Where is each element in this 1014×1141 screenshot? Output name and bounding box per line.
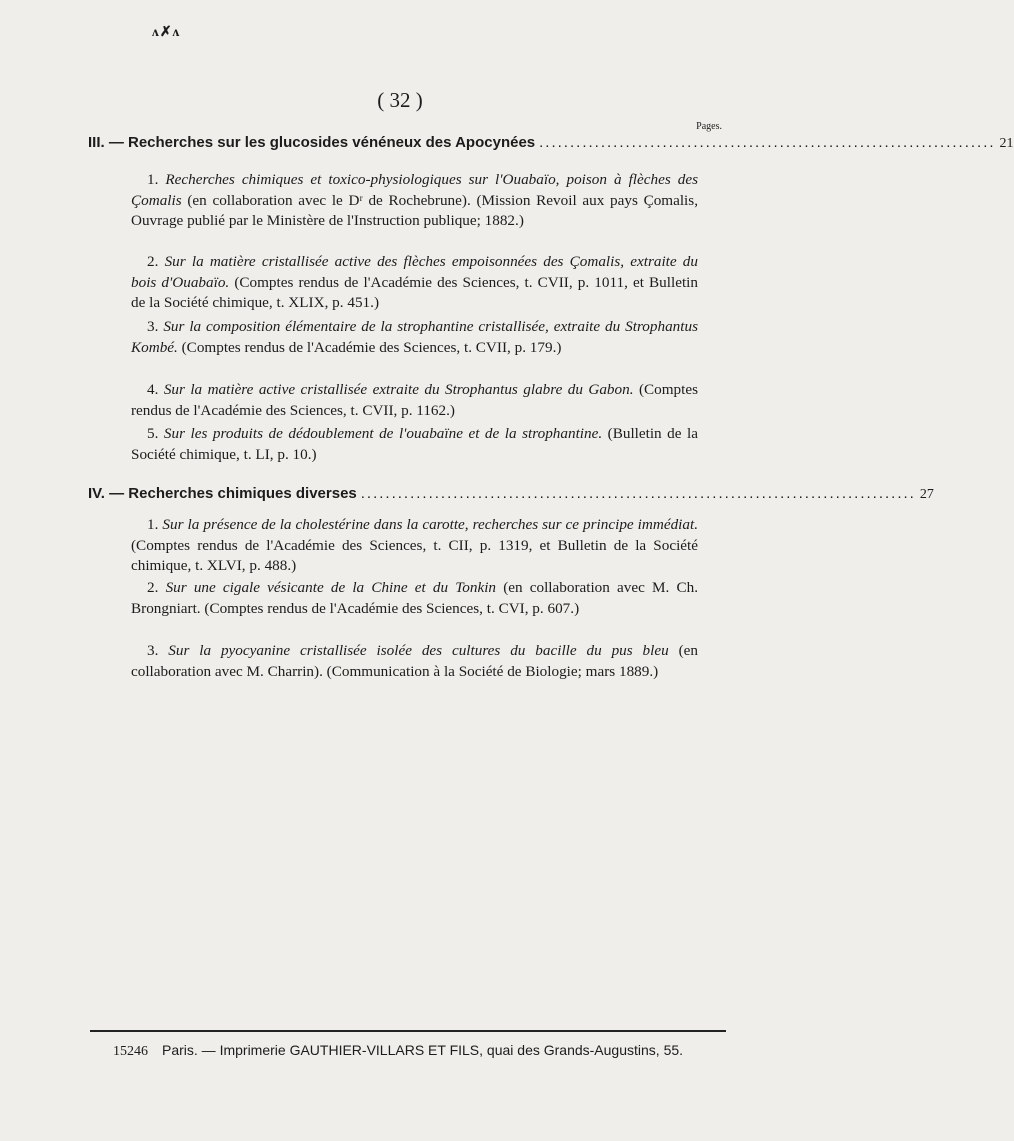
entry-number: 2. xyxy=(147,579,159,596)
entry-title: Sur la présence de la cholestérine dans la carotte, recherches sur ce principe immédiat. xyxy=(162,516,699,533)
page-number: ( 32 ) xyxy=(377,88,423,112)
entry-iii-5 xyxy=(131,424,698,465)
printer-imprint xyxy=(113,1042,693,1060)
entry-citation: (Comptes rendus de l'Académie des Sciences, t. CVII, p. 179.) xyxy=(177,338,562,356)
entry-citation: (en collaboration avec M. Charrin). (Communication à la Société de Biologie; mars 1889.) xyxy=(131,642,698,680)
entry-number: 4. xyxy=(147,381,159,398)
section-heading-iv xyxy=(88,485,934,503)
section-title: IV. — Recherches chimiques diverses xyxy=(88,485,357,502)
pages-column-label: Pages. xyxy=(696,121,722,132)
imprint-text: Paris. — Imprimerie GAUTHIER-VILLARS ET FILS, quai des Grands-Augustins, 55. xyxy=(162,1042,684,1058)
entry-title: Sur la matière cristallisée active des flèches empoisonnées des Çomalis, extraite du bois d'Ouabaïo. xyxy=(131,253,698,291)
entry-title: Sur la matière active cristallisée extraite du Strophantus glabre du Gabon. xyxy=(163,381,634,398)
entry-citation: (Comptes rendus de l'Académie des Sciences, t. CVII, p. 1162.) xyxy=(131,381,698,419)
entry-number: 3. xyxy=(147,642,159,659)
entry-title: Sur les produits de dédoublement de l'ouabaïne et de la strophantine. xyxy=(163,425,603,442)
entry-iii-3 xyxy=(131,317,698,358)
section-page: 27 xyxy=(919,487,934,502)
entry-citation: (en collaboration avec M. Ch. Brongniart. (Comptes rendus de l'Académie des Sciences, t. CVI, p. 607.) xyxy=(131,579,698,617)
entry-number: 1. xyxy=(147,171,159,188)
entry-number: 1. xyxy=(147,516,159,533)
entry-title: Sur une cigale vésicante de la Chine et du Tonkin xyxy=(165,579,497,596)
entry-iii-1 xyxy=(131,170,698,232)
entry-iv-1 xyxy=(131,515,698,577)
leader-dots: .......................................................................................... xyxy=(360,485,916,502)
entry-citation: (Comptes rendus de l'Académie des Sciences, t. CVII, p. 1011, et Bulletin de la Société chimique, t. XLIX, p. 451.) xyxy=(131,273,698,311)
section-title: III. — Recherches sur les glucosides vénéneux des Apocynées xyxy=(88,134,536,151)
entry-title: Recherches chimiques et toxico-physiologiques sur l'Ouabaïo, poison à flèches des Çomalis xyxy=(131,171,698,209)
section-heading-iii xyxy=(88,134,1014,152)
entry-citation: (en collaboration avec le Dʳ de Rochebrune). (Mission Revoil aux pays Çomalis, Ouvrage publié par le Ministère de l'Instruction publique; 1882.) xyxy=(131,191,698,229)
footer-rule xyxy=(90,1030,726,1032)
entry-iv-3 xyxy=(131,641,698,682)
entry-number: 3. xyxy=(147,318,159,335)
entry-title: Sur la composition élémentaire de la strophantine cristallisée, extraite du Strophantus Kombé. xyxy=(131,318,698,356)
entry-citation: (Comptes rendus de l'Académie des Sciences, t. CII, p. 1319, et Bulletin de la Société chimique, t. XLVI, p. 488.) xyxy=(131,536,698,574)
print-number: 15246 xyxy=(113,1044,148,1059)
entry-number: 5. xyxy=(147,425,159,442)
leader-dots: .......................................................................... xyxy=(539,134,996,151)
section-page: 21 xyxy=(999,136,1014,151)
entry-title: Sur la pyocyanine cristallisée isolée des cultures du bacille du pus bleu xyxy=(168,642,669,659)
entry-iv-2 xyxy=(131,578,698,619)
entry-iii-2 xyxy=(131,252,698,314)
entry-iii-4 xyxy=(131,380,698,421)
entry-number: 2. xyxy=(147,253,159,270)
handwritten-mark: ᴧ✗ᴧ xyxy=(152,25,181,40)
entry-citation: (Bulletin de la Société chimique, t. LI, p. 10.) xyxy=(131,425,698,463)
